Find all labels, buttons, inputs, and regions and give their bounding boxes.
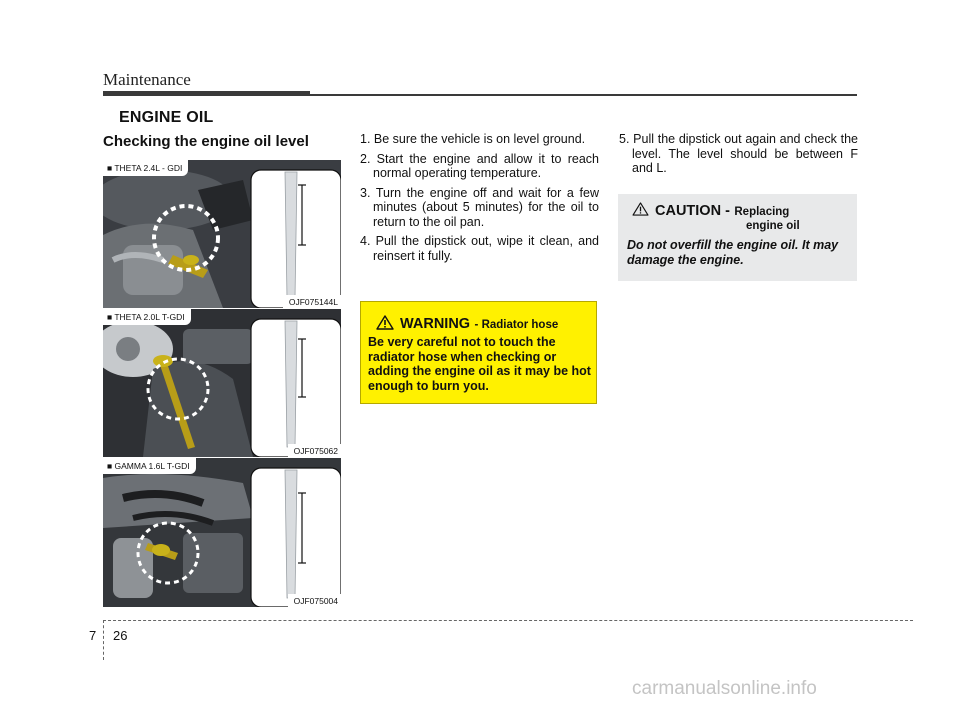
caution-box	[618, 194, 857, 281]
header-rule-thin	[310, 94, 857, 96]
warning-title: WARNING	[400, 316, 471, 332]
caution-subtitle-2: engine oil	[746, 220, 800, 232]
warning-header	[376, 315, 558, 333]
engine-photo-3	[103, 458, 341, 607]
figure-label: ■ THETA 2.0L T-GDI	[103, 309, 191, 325]
caution-header	[632, 202, 852, 220]
engine-figure-theta-20	[103, 309, 341, 457]
engine-photo-2	[103, 309, 341, 457]
page-chapter: 7	[89, 628, 97, 643]
figure-code: OJF075062	[288, 444, 341, 457]
footer-rule	[103, 620, 913, 621]
step-item: 3. Turn the engine off and wait for a few minutes (about 5 minutes) for the oil to return to the oil pan.	[360, 185, 599, 229]
caution-title: CAUTION -	[655, 203, 730, 219]
section-title: ENGINE OIL	[119, 109, 214, 126]
figure-label: ■ GAMMA 1.6L T-GDI	[103, 458, 196, 474]
figure-code: OJF075144L	[283, 295, 341, 308]
caution-subtitle-1: Replacing	[734, 206, 790, 218]
page-number: 26	[113, 628, 128, 643]
steps-column-1	[360, 132, 599, 268]
engine-figure-theta-24	[103, 160, 341, 308]
warning-triangle-icon	[376, 315, 394, 330]
header-title: Maintenance	[103, 70, 191, 89]
step-item: 1. Be sure the vehicle is on level ground.	[360, 132, 586, 146]
step-item: 5. Pull the dipstick out again and check the level. The level should be between F and L.	[619, 132, 858, 175]
warning-subtitle: - Radiator hose	[474, 319, 559, 331]
steps-column-2	[619, 132, 858, 181]
engine-figure-gamma-16	[103, 458, 341, 607]
step-item: 2. Start the engine and allow it to reach normal operating temperature.	[360, 151, 599, 180]
warning-box	[360, 301, 597, 404]
caution-triangle-icon	[632, 202, 649, 216]
warning-text: Be very careful not to touch the radiator hose when checking or adding the engine oil as it may be hot enough to burn you.	[368, 335, 591, 393]
watermark-text: carmanualsonline.info	[632, 678, 817, 699]
caution-text: Do not overfill the engine oil. It may damage the engine.	[627, 238, 839, 267]
header-rule-thick	[103, 91, 310, 96]
figure-label: ■ THETA 2.4L - GDI	[103, 160, 188, 176]
figure-code: OJF075004	[288, 594, 341, 607]
step-item: 4. Pull the dipstick out, wipe it clean, and reinsert it fully.	[360, 234, 599, 263]
section-subtitle: Checking the engine oil level	[103, 133, 309, 150]
footer-divider	[103, 620, 104, 660]
engine-photo-1	[103, 160, 341, 308]
